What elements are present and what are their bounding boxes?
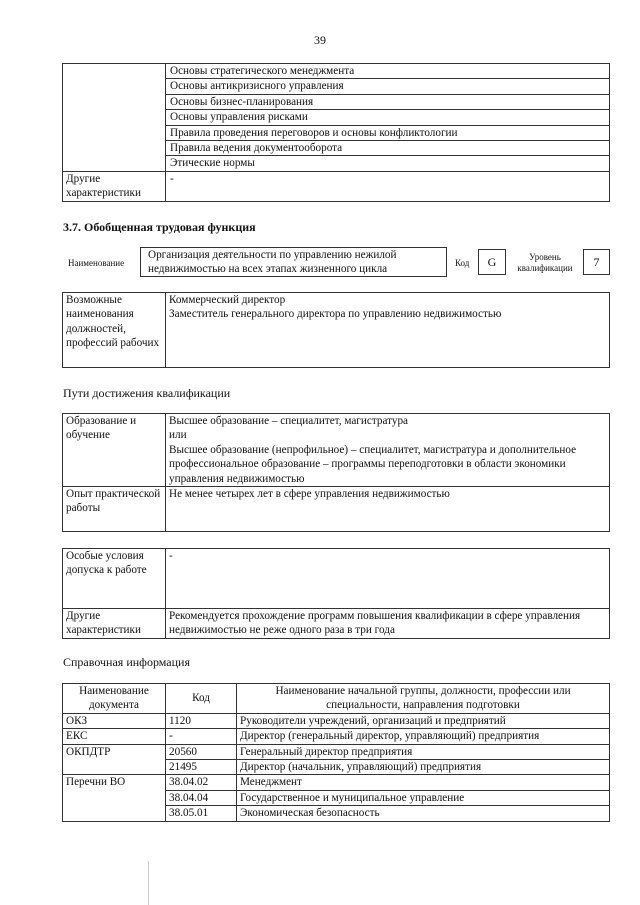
experience-label: Опыт практической работы xyxy=(63,487,166,532)
doc-cell: ОКЗ xyxy=(63,713,166,728)
education-value xyxy=(166,414,610,487)
skill-item: Основы бизнес-планирования xyxy=(166,94,610,109)
skill-item: Правила ведения документооборота xyxy=(166,141,610,156)
doc-cell: ЕКС xyxy=(63,729,166,744)
table-header-row xyxy=(63,684,610,714)
position-item: Заместитель генерального директора по управлению недвижимостью xyxy=(169,308,502,321)
header-document: Наименование документа xyxy=(63,684,166,714)
code-cell: 21495 xyxy=(166,760,237,775)
name-cell: Менеджмент xyxy=(237,775,610,790)
qualification-title: Пути достижения квалификации xyxy=(63,386,231,400)
doc-cell: ОКПДТР xyxy=(63,744,166,759)
skills-table xyxy=(62,63,610,202)
table-row xyxy=(63,171,610,201)
doc-cell xyxy=(63,806,166,821)
table-row xyxy=(63,549,610,609)
table-row xyxy=(63,609,610,639)
name-cell: Государственное и муниципальное управление xyxy=(237,790,610,805)
table-row xyxy=(63,790,610,805)
name-cell: Директор (генеральный директор, управляющий) предприятия xyxy=(237,729,610,744)
section-title: 3.7. Обобщенная трудовая функция xyxy=(63,220,256,234)
level-box: 7 xyxy=(583,249,610,275)
reference-table xyxy=(62,683,610,822)
name-cell: Генеральный директор предприятия xyxy=(237,744,610,759)
code-cell: 38.04.04 xyxy=(166,790,237,805)
table-row xyxy=(63,775,610,790)
header-code: Код xyxy=(166,684,237,714)
scan-artifact-line xyxy=(148,861,149,905)
table-row xyxy=(63,487,610,532)
name-cell: Руководители учреждений, организаций и предприятий xyxy=(237,713,610,728)
name-cell: Директор (начальник, управляющий) предприятия xyxy=(237,760,610,775)
other-characteristics-value: Рекомендуется прохождение программ повышения квалификации в сфере управления недвижимостью не реже одного раза в три года xyxy=(166,609,610,639)
special-conditions-value: - xyxy=(166,549,610,609)
special-conditions-label: Особые условия допуска к работе xyxy=(63,549,166,609)
education-line: Высшее образование (непрофильное) – специалитет, магистратура и дополнительное профессиональное образование – программы переподготовки в области экономики управления недвижимостью xyxy=(169,443,577,485)
code-box: G xyxy=(478,249,506,275)
other-characteristics-value: - xyxy=(166,171,610,201)
name-label: Наименование xyxy=(68,258,125,268)
function-name-box: Организация деятельности по управлению нежилой недвижимостью на всех этапах жизненного цикла xyxy=(140,247,447,277)
code-cell: 20560 xyxy=(166,744,237,759)
table-row xyxy=(63,713,610,728)
code-cell: 1120 xyxy=(166,713,237,728)
empty-cell xyxy=(63,64,166,172)
table-row xyxy=(63,293,610,368)
table-row xyxy=(63,64,610,79)
positions-table xyxy=(62,292,610,368)
conditions-table xyxy=(62,548,610,639)
reference-title: Справочная информация xyxy=(63,655,190,669)
table-row xyxy=(63,760,610,775)
positions-values xyxy=(166,293,610,368)
table-row xyxy=(63,414,610,487)
table-row xyxy=(63,744,610,759)
code-label: Код xyxy=(455,258,470,268)
other-characteristics-label: Другие характеристики xyxy=(63,609,166,639)
level-label: Уровень квалификации xyxy=(517,252,573,273)
skill-item: Основы стратегического менеджмента xyxy=(166,64,610,79)
experience-value: Не менее четырех лет в сфере управления недвижимостью xyxy=(166,487,610,532)
table-row xyxy=(63,806,610,821)
education-line: или xyxy=(169,429,187,442)
skill-item: Этические нормы xyxy=(166,156,610,171)
code-cell: 38.04.02 xyxy=(166,775,237,790)
table-row xyxy=(63,729,610,744)
page-number: 39 xyxy=(314,33,326,47)
code-cell: 38.05.01 xyxy=(166,806,237,821)
position-item: Коммерческий директор xyxy=(169,294,286,306)
education-table xyxy=(62,413,610,532)
other-characteristics-label: Другие характеристики xyxy=(63,171,166,201)
code-cell: - xyxy=(166,729,237,744)
education-line: Высшее образование – специалитет, магистратура xyxy=(169,415,409,427)
doc-cell: Перечни ВО xyxy=(63,775,166,790)
skill-item: Основы управления рисками xyxy=(166,110,610,125)
skill-item: Правила проведения переговоров и основы конфликтологии xyxy=(166,125,610,140)
positions-label: Возможные наименования должностей, профессий рабочих xyxy=(63,293,166,368)
name-cell: Экономическая безопасность xyxy=(237,806,610,821)
education-label: Образование и обучение xyxy=(63,414,166,487)
skill-item: Основы антикризисного управления xyxy=(166,79,610,94)
doc-cell xyxy=(63,760,166,775)
header-name: Наименование начальной группы, должности, профессии или специальности, направления подготовки xyxy=(237,684,610,714)
doc-cell xyxy=(63,790,166,805)
